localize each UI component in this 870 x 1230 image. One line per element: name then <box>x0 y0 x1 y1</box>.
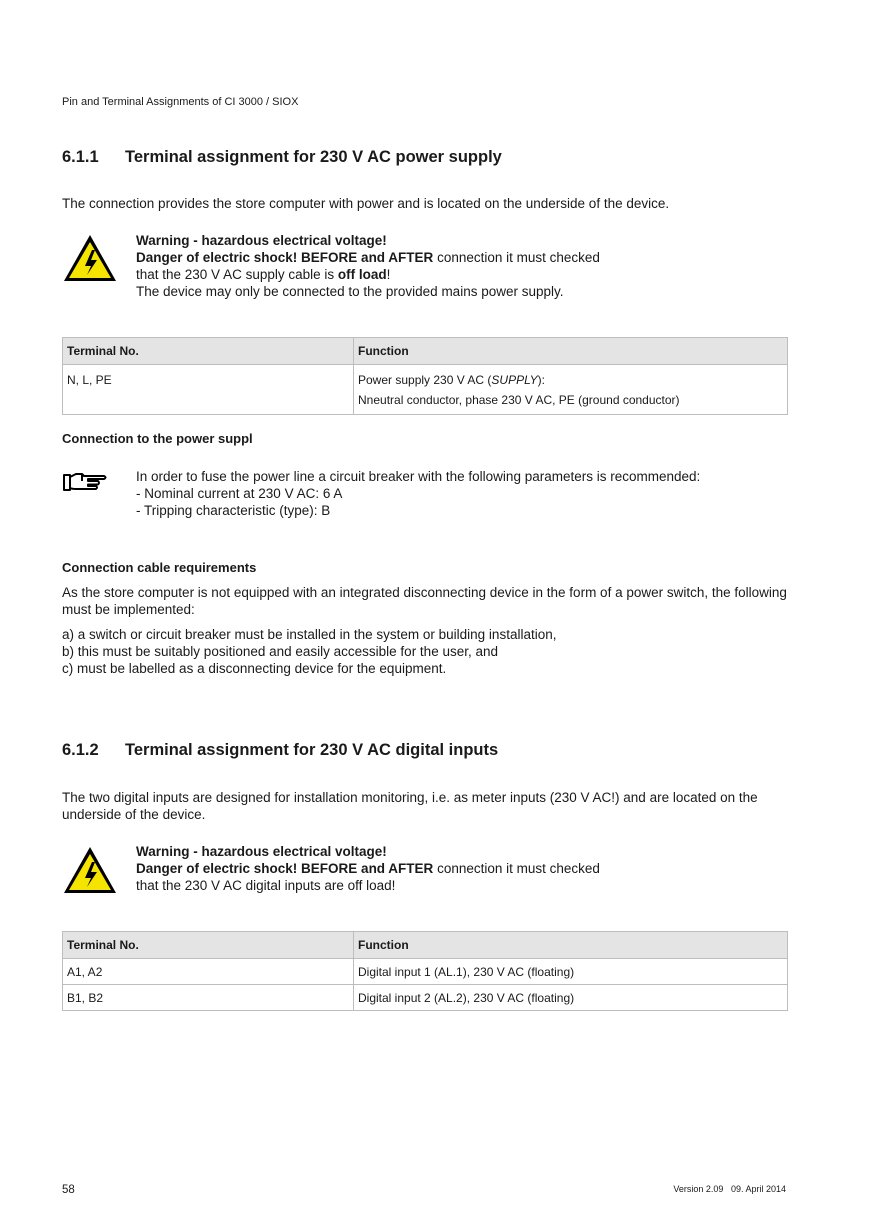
table-row <box>63 959 788 985</box>
table-header-row <box>63 338 788 365</box>
warning-line-2: Danger of electric shock! BEFORE and AFTER connection it must checked <box>136 250 600 265</box>
warning-title: Warning - hazardous electrical voltage! <box>136 844 387 859</box>
section-heading-6-1-2 <box>62 741 498 760</box>
warning-line-3: that the 230 V AC supply cable is off load! <box>136 267 391 282</box>
function-cell: Power supply 230 V AC (SUPPLY): Nneutral conductor, phase 230 V AC, PE (ground conductor) <box>354 365 788 415</box>
section-number: 6.1.1 <box>62 148 99 166</box>
function-cell: Digital input 2 (AL.2), 230 V AC (floating) <box>354 985 788 1011</box>
section2-intro: The two digital inputs are designed for installation monitoring, i.e. as meter inputs (230 V AC!) and are located on the underside of the device. <box>62 790 758 822</box>
table-row <box>63 365 788 415</box>
table-row <box>63 985 788 1011</box>
cable-requirements-heading: Connection cable requirements <box>62 560 257 575</box>
high-voltage-warning-icon <box>62 233 118 283</box>
high-voltage-warning-icon <box>62 845 118 895</box>
column-header-terminal: Terminal No. <box>63 932 354 959</box>
warning-block-1 <box>136 232 600 300</box>
terminal-cell: B1, B2 <box>63 985 354 1011</box>
cable-requirements-list <box>62 626 556 677</box>
terminal-table-power <box>62 337 788 415</box>
warning-line-2: Danger of electric shock! BEFORE and AFTER connection it must checked <box>136 861 600 876</box>
column-header-function: Function <box>354 932 788 959</box>
pointing-hand-icon <box>62 470 108 494</box>
note-line-1: In order to fuse the power line a circuit breaker with the following parameters is recommended: <box>136 469 701 484</box>
note-line-2: - Nominal current at 230 V AC: 6 A <box>136 486 343 501</box>
list-item: b) this must be suitably positioned and easily accessible for the user, and <box>62 644 498 659</box>
section1-intro: The connection provides the store computer with power and is located on the underside of the device. <box>62 196 670 211</box>
column-header-terminal: Terminal No. <box>63 338 354 365</box>
list-item: c) must be labelled as a disconnecting device for the equipment. <box>62 661 447 676</box>
list-item: a) a switch or circuit breaker must be installed in the system or building installation, <box>62 627 557 642</box>
function-cell: Digital input 1 (AL.1), 230 V AC (floating) <box>354 959 788 985</box>
section-title: Terminal assignment for 230 V AC digital inputs <box>125 741 499 759</box>
cable-requirements-paragraph: As the store computer is not equipped with an integrated disconnecting device in the form of a power switch, the following must be implemented: <box>62 585 787 617</box>
section-number: 6.1.2 <box>62 741 99 759</box>
connection-heading: Connection to the power suppl <box>62 431 253 446</box>
page-number: 58 <box>62 1184 75 1196</box>
section-title: Terminal assignment for 230 V AC power supply <box>125 148 502 166</box>
note-block <box>136 468 700 519</box>
terminal-table-digital-inputs <box>62 931 788 1011</box>
version-info: Version 2.09 09. April 2014 <box>673 1184 786 1194</box>
warning-line-3: that the 230 V AC digital inputs are off load! <box>136 878 396 893</box>
warning-line-4: The device may only be connected to the provided mains power supply. <box>136 284 564 299</box>
terminal-cell: N, L, PE <box>63 365 354 415</box>
note-line-3: - Tripping characteristic (type): B <box>136 503 331 518</box>
column-header-function: Function <box>354 338 788 365</box>
terminal-cell: A1, A2 <box>63 959 354 985</box>
warning-title: Warning - hazardous electrical voltage! <box>136 233 387 248</box>
table-header-row <box>63 932 788 959</box>
warning-block-2 <box>136 843 600 894</box>
running-header: Pin and Terminal Assignments of CI 3000 / SIOX <box>62 96 299 108</box>
section-heading-6-1-1 <box>62 148 502 167</box>
